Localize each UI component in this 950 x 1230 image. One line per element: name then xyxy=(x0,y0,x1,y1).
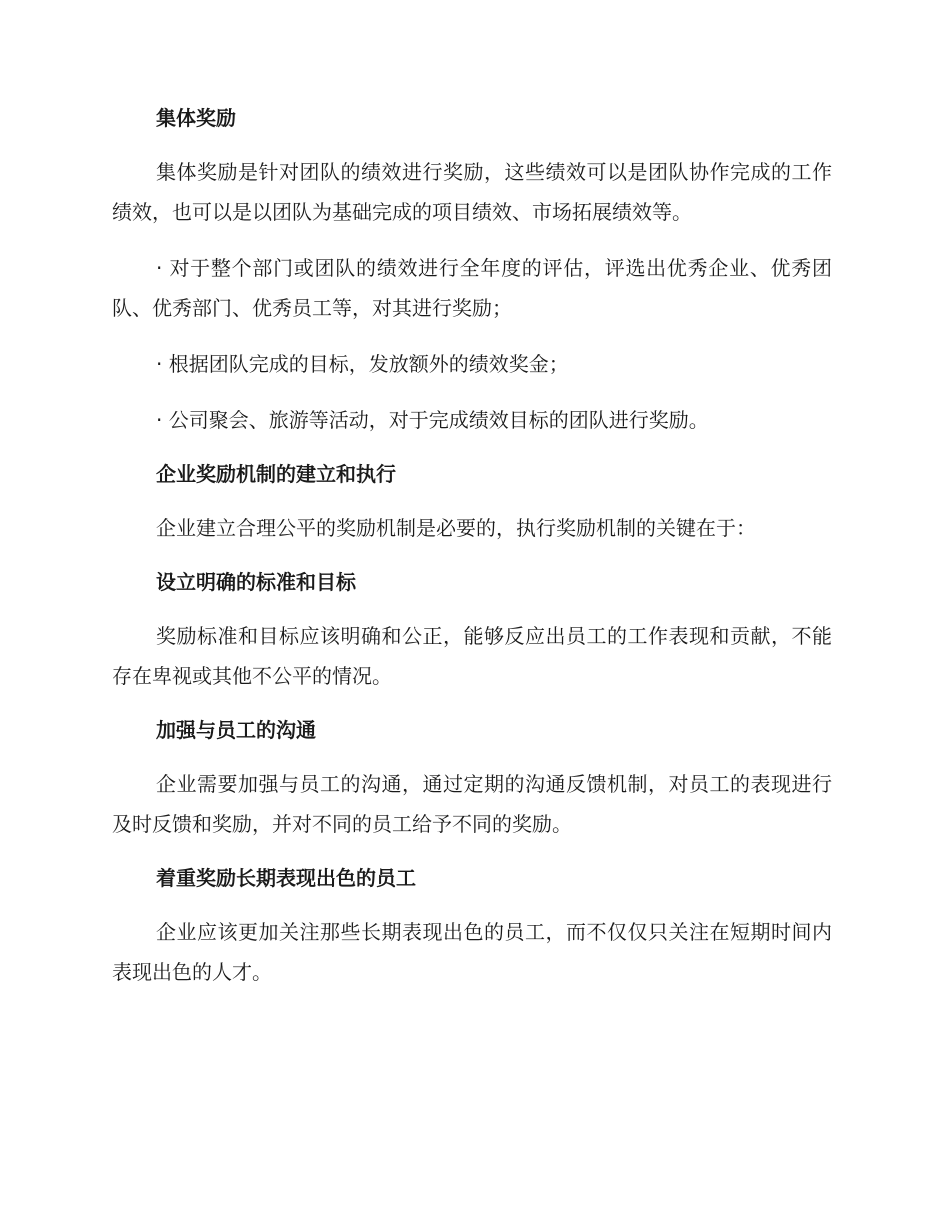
bullet-item-extra-bonus: · 根据团队完成的目标，发放额外的绩效奖金； xyxy=(156,352,569,376)
section-paragraph-mechanism: 企业建立合理公平的奖励机制是必要的，执行奖励机制的关键在于： xyxy=(156,516,756,540)
section-paragraph-communication: 企业需要加强与员工的沟通，通过定期的沟通反馈机制，对员工的表现进行及时反馈和奖励，并对不同的员工给予不同的奖励。 xyxy=(112,772,832,836)
section-heading-mechanism: 企业奖励机制的建立和执行 xyxy=(156,462,396,486)
section-heading-long-term: 着重奖励长期表现出色的员工 xyxy=(156,866,416,890)
section-paragraph-standards: 奖励标准和目标应该明确和公正，能够反应出员工的工作表现和贡献，不能存在卑视或其他不公平的情况。 xyxy=(112,624,832,688)
section-paragraph-long-term: 企业应该更加关注那些长期表现出色的员工，而不仅仅只关注在短期时间内表现出色的人才。 xyxy=(112,920,832,984)
section-paragraph-collective-reward: 集体奖励是针对团队的绩效进行奖励，这些绩效可以是团队协作完成的工作绩效，也可以是以团队为基础完成的项目绩效、市场拓展绩效等。 xyxy=(112,160,832,224)
section-heading-communication: 加强与员工的沟通 xyxy=(156,718,316,742)
document-page xyxy=(112,100,832,1008)
section-heading-standards: 设立明确的标准和目标 xyxy=(156,570,356,594)
section-heading-collective-reward: 集体奖励 xyxy=(156,106,236,130)
bullet-item-annual-evaluation: · 对于整个部门或团队的绩效进行全年度的评估，评选出优秀企业、优秀团队、优秀部门、优秀员工等，对其进行奖励； xyxy=(112,256,832,320)
bullet-item-team-activities: · 公司聚会、旅游等活动，对于完成绩效目标的团队进行奖励。 xyxy=(156,408,709,432)
